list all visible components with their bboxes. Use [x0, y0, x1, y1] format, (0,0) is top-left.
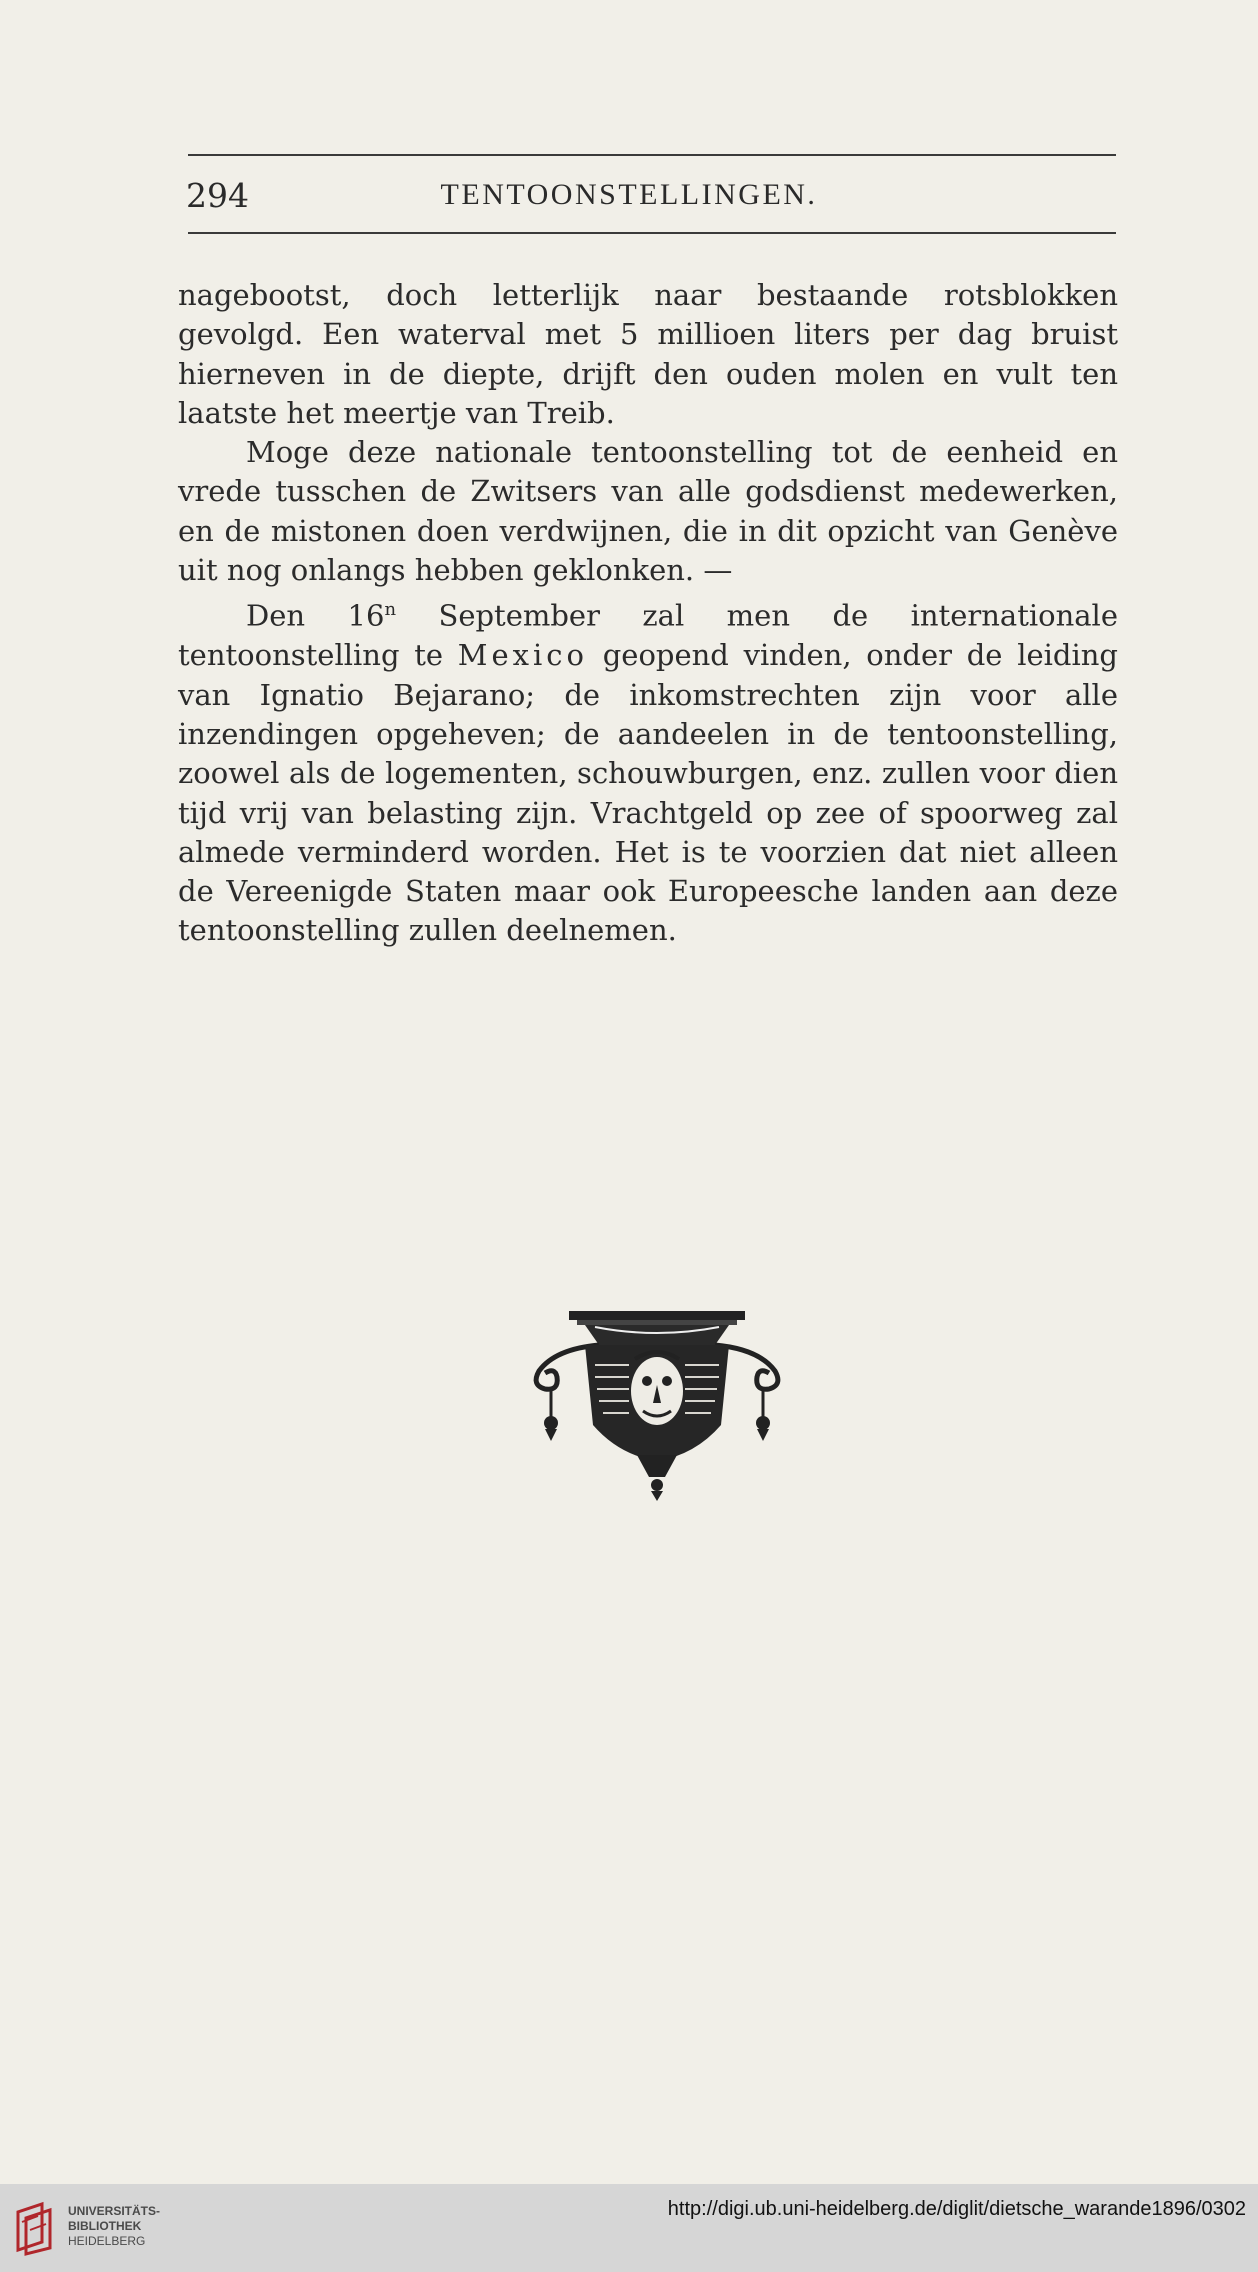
paragraph-3-end: geopend vinden, onder de leiding van Ignatio Bejarano; de inkomstrechten zijn voor alle inzendingen opgeheven; de aandeelen in de tentoonstelling, zoowel als de logementen, schouwburgen, enz. zullen voor dien tijd vrij van belasting zijn. Vrachtgeld op zee of spoorweg zal almede verminderd worden. Het is te voorzien dat niet alleen de Vereenigde Staten maar ook Europeesche landen aan deze tentoonstelling zullen deelnemen. — [178, 638, 1118, 948]
header-rule-bottom — [188, 232, 1116, 234]
body-text — [178, 276, 1118, 951]
source-url-link[interactable]: http://digi.ub.uni-heidelberg.de/diglit/dietsche_warande1896/0302 — [667, 2198, 1246, 2220]
grotesque-mask-vignette-icon — [525, 1305, 789, 1501]
ordinal-superscript: n — [384, 599, 397, 621]
header-rule-top — [188, 154, 1116, 156]
library-logo-text — [68, 2204, 160, 2249]
logo-line-3: HEIDELBERG — [68, 2234, 146, 2248]
paragraph-3 — [178, 590, 1118, 950]
paragraph-3-mid: September zal men de internationale tentoonstelling te — [178, 599, 1118, 673]
page-number: 294 — [186, 176, 249, 215]
university-library-logo-icon — [12, 2200, 58, 2256]
logo-line-1: UNIVERSITÄTS- — [68, 2204, 161, 2218]
paragraph-3-start: Den 16 — [246, 599, 385, 634]
paragraph-1: nagebootst, doch letterlijk naar bestaande rotsblokken gevolgd. Een waterval met 5 millioen liters per dag bruist hierneven in de diepte, drijft den ouden molen en vult ten laatste het meertje van Treib. — [178, 278, 1118, 430]
running-head: TENTOONSTELLINGEN. — [440, 178, 818, 211]
paragraph-2: Moge deze nationale tentoonstelling tot de eenheid en vrede tusschen de Zwitsers van alle godsdienst medewerken, en de mistonen doen verdwijnen, die in dit opzicht van Genève uit nog onlangs hebben geklonken. — — [178, 435, 1118, 588]
footer-bar — [0, 2184, 1258, 2272]
logo-line-2: BIBLIOTHEK — [68, 2219, 142, 2233]
spaced-word-mexico: Mexico — [457, 638, 588, 673]
